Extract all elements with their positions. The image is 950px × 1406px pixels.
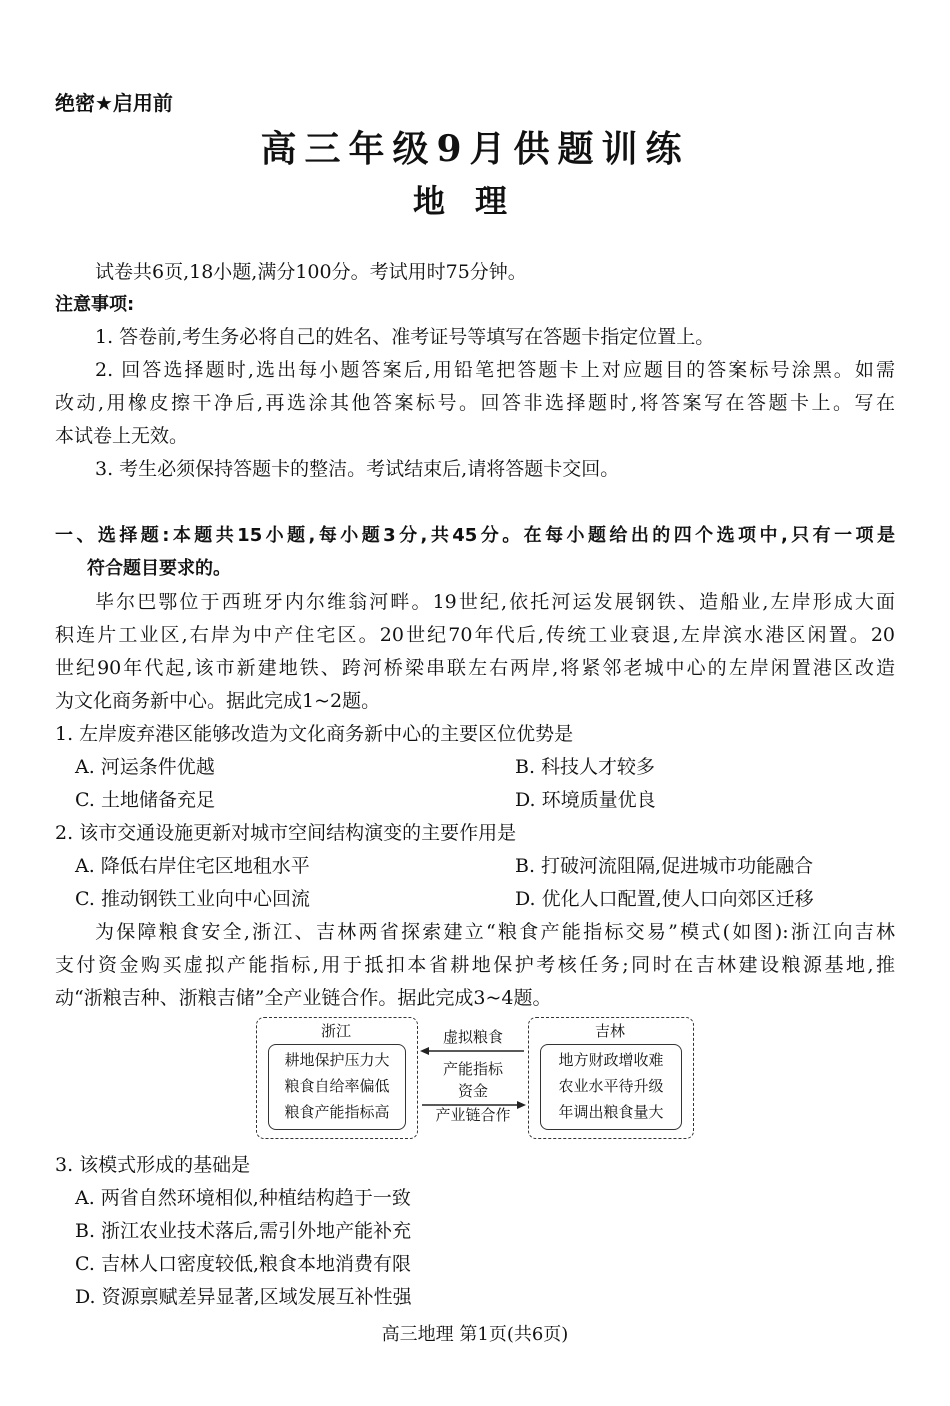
passage-2-line-1: 为保障粮食安全,浙江、吉林两省探索建立“粮食产能指标交易”模式(如图):浙江向吉林 — [95, 921, 895, 943]
zhejiang-item-1: 耕地保护压力大 — [284, 1051, 390, 1069]
trade-model-diagram — [256, 1017, 696, 1141]
question-1-option-b: B. 科技人才较多 — [515, 756, 656, 778]
jilin-title: 吉林 — [594, 1022, 625, 1040]
question-2-option-d: D. 优化人口配置,使人口向郊区迁移 — [515, 888, 814, 910]
jilin-item-3: 年调出粮食量大 — [558, 1103, 664, 1121]
question-1-option-a: A. 河运条件优越 — [75, 756, 215, 778]
subject-title: 地理 — [412, 182, 537, 220]
passage-2-line-2-wrap — [55, 952, 895, 978]
page-title: 高三年级9月供题训练 — [260, 128, 690, 170]
passage-1-line-2-wrap — [55, 622, 895, 648]
left-arrow-icon — [420, 1045, 526, 1057]
passage-1-line-1-wrap — [95, 589, 895, 615]
notice-item-2-line-1-wrap — [95, 357, 895, 383]
passage-1-line-2: 积连片工业区,右岸为中产住宅区。20世纪70年代后,传统工业衰退,左岸滨水港区闲置。20 — [55, 624, 895, 646]
passage-1-line-3-wrap — [55, 655, 895, 681]
notice-item-2-line-3: 本试卷上无效。 — [55, 425, 189, 447]
section-heading-line-1-wrap — [55, 523, 895, 549]
passage-1-line-3: 世纪90年代起,该市新建地铁、跨河桥梁串联左右两岸,将紧邻老城中心的左岸闲置港区改造 — [55, 657, 895, 679]
question-3-option-b: B. 浙江农业技术落后,需引外地产能补充 — [75, 1220, 412, 1242]
zhejiang-item-2: 粮食自给率偏低 — [284, 1077, 390, 1095]
zhejiang-title: 浙江 — [320, 1022, 351, 1040]
jilin-item-1: 地方财政增收难 — [558, 1051, 664, 1069]
passage-1-line-4: 为文化商务新中心。据此完成1~2题。 — [55, 690, 381, 712]
passage-2-line-2: 支付资金购买虚拟产能指标,用于抵扣本省耕地保护考核任务;同时在吉林建设粮源基地,推 — [55, 954, 895, 976]
notice-item-1: 1. 答卷前,考生务必将自己的姓名、准考证号等填写在答题卡指定位置上。 — [95, 326, 715, 348]
notice-item-2-line-2-wrap — [55, 390, 895, 416]
question-3-option-d: D. 资源禀赋差异显著,区域发展互补性强 — [75, 1286, 412, 1308]
question-1-stem: 1. 左岸废弃港区能够改造为文化商务新中心的主要区位优势是 — [55, 723, 574, 745]
notice-item-3: 3. 考生必须保持答题卡的整洁。考试结束后,请将答题卡交回。 — [95, 458, 620, 480]
question-3-stem: 3. 该模式形成的基础是 — [55, 1154, 251, 1176]
question-3-option-c: C. 吉林人口密度较低,粮食本地消费有限 — [75, 1253, 411, 1275]
passage-2-line-1-wrap — [95, 919, 895, 945]
notice-item-2-line-1: 2. 回答选择题时,选出每小题答案后,用铅笔把答题卡上对应题目的答案标号涂黑。如需 — [95, 359, 895, 381]
page-footer: 高三地理 第1页(共6页) — [381, 1324, 569, 1345]
question-2-option-c: C. 推动钢铁工业向中心回流 — [75, 888, 310, 910]
exam-intro: 试卷共6页,18小题,满分100分。考试用时75分钟。 — [95, 261, 527, 283]
question-1-option-d: D. 环境质量优良 — [515, 789, 656, 811]
passage-1-line-1: 毕尔巴鄂位于西班牙内尔维翁河畔。19世纪,依托河运发展钢铁、造船业,左岸形成大面 — [95, 591, 895, 613]
notice-title: 注意事项: — [55, 294, 135, 315]
secret-label: 绝密★启用前 — [55, 91, 173, 115]
question-3-option-a: A. 两省自然环境相似,种植结构趋于一致 — [75, 1187, 411, 1209]
question-2-option-a: A. 降低右岸住宅区地租水平 — [75, 855, 310, 877]
arrow-label-industry-chain: 产业链合作 — [435, 1106, 511, 1124]
section-heading-line-1: 一、选择题:本题共15小题,每小题3分,共45分。在每小题给出的四个选项中,只有一项是 — [55, 525, 895, 546]
question-2-option-b: B. 打破河流阻隔,促进城市功能融合 — [515, 855, 814, 877]
arrow-label-capacity-index: 产能指标 — [442, 1060, 503, 1078]
question-2-stem: 2. 该市交通设施更新对城市空间结构演变的主要作用是 — [55, 822, 517, 844]
passage-2-line-3: 动“浙粮吉种、浙粮吉储”全产业链合作。据此完成3~4题。 — [55, 987, 552, 1009]
jilin-item-2: 农业水平待升级 — [558, 1077, 664, 1095]
section-heading-line-2: 符合题目要求的。 — [87, 558, 231, 579]
arrow-label-virtual-grain: 虚拟粮食 — [442, 1028, 503, 1046]
arrow-label-funds: 资金 — [457, 1082, 488, 1100]
zhejiang-item-3: 粮食产能指标高 — [284, 1103, 390, 1121]
notice-item-2-line-2: 改动,用橡皮擦干净后,再选涂其他答案标号。回答非选择题时,将答案写在答题卡上。写在 — [55, 392, 895, 414]
question-1-option-c: C. 土地储备充足 — [75, 789, 215, 811]
